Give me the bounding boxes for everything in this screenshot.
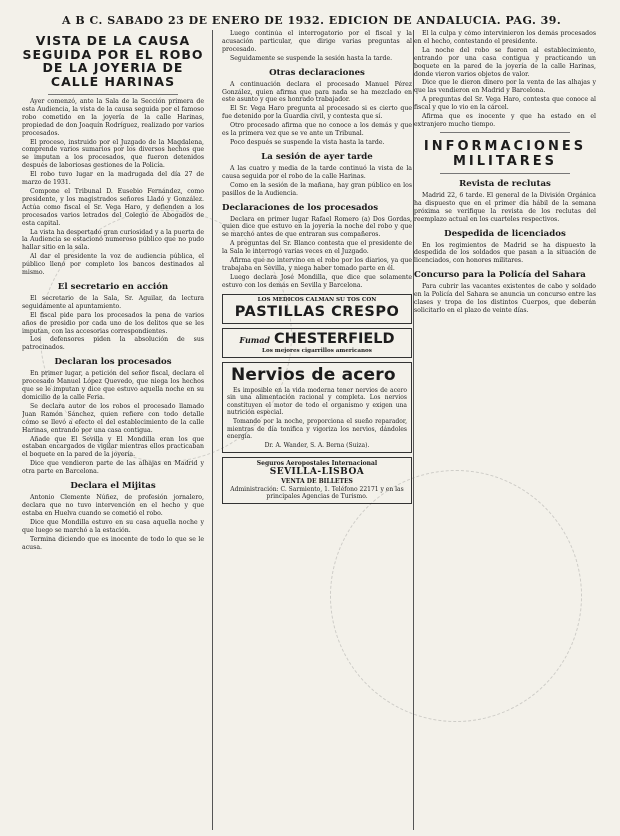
paragraph: Él la culpa y cómo intervinieron los demás procesados en el hecho, contestando el presidente. [414, 30, 596, 45]
ad-line: Administración: C. Sarmiento, 1. Teléfono 22171 y en las principales Agencias de Turismo. [230, 485, 404, 501]
paragraph: El proceso, instruido por el Juzgado de la Magdalena, comprende varios sumarios por los diversos hechos que se imputan a los procesados, que fueron detenidos después de laboriosas gestiones de la Policía. [22, 138, 204, 170]
paragraph: Tomando por la noche, proporciona el sueño reparador, mientras de día tonifica y vigoriza los nervios, dándoles energía. [227, 418, 407, 441]
paragraph: En los regimientos de Madrid se ha dispuesto la despedida de los soldados que pasan a la situación de licenciados, con honores militares. [414, 241, 596, 265]
paragraph: Poco después se suspende la vista hasta la tarde. [230, 138, 385, 146]
paragraph: Luego declara José Mondilla, que dice que solamente estuvo con los demás en Sevilla y Barcelona. [222, 273, 412, 289]
paragraph: Madrid 22, 6 tarde. El general de la División Orgánica ha dispuesto que en el primer día hábil de la semana próxima se verifique la revista de los reclutas del reemplazo actual en los cuarteles respectivos. [414, 191, 596, 223]
section-body [222, 165, 412, 198]
section-headline: INFORMACIONES MILITARES [423, 138, 587, 169]
paragraph: Afirma que es inocente y que ha estado en el extranjero mucho tiempo. [414, 113, 596, 128]
ad-line: Seguros Aeropostales Internacional [256, 459, 378, 467]
paragraph: Otro procesado afirma que no conoce a los demás y que es la primera vez que se ve ante un Tribunal. [222, 122, 412, 138]
paragraph: Dice que Mondilla estuvo en su casa aquella noche y que luego se marchó a la estación. [22, 518, 204, 534]
column-1 [22, 30, 204, 830]
paragraph: La noche del robo se fueron al establecimiento, entrando por una casa contigua y practicando un boquete en la pared de la joyería de la calle Harinas, donde vieron varios objetos de valor. [414, 46, 596, 78]
paragraph: Termina diciendo que es inocente de todo lo que se le acusa. [22, 535, 204, 551]
section-title: Declaraciones de los procesados [222, 202, 379, 213]
paragraph: El fiscal pide para los procesados la pena de varios años de presidio por cada uno de los delitos que se les imputan, con las accesorias correspondientes. [22, 311, 204, 335]
paragraph: Ayer comenzó, ante la Sala de la Sección primera de esta Audiencia, la vista de la causa seguida por el famoso robo cometido en la joyería de la calle Harinas, propiedad de don Joaquín Rodríguez, realizado por varios procesados. [22, 98, 204, 137]
section-title: Otras declaraciones [269, 67, 365, 78]
paragraph: A preguntas del Sr. Blanco contesta que el presidente de la Sala le interrogó varias veces en el Juzgado. [222, 240, 412, 256]
column-3 [414, 30, 596, 830]
ad-body [227, 387, 407, 441]
section-body [222, 81, 412, 147]
paragraph: A preguntas del Sr. Vega Haro, contesta que conoce al fiscal y que lo vio en la cárcel. [414, 96, 596, 112]
article-body [222, 30, 412, 63]
paragraph: Para cubrir las vacantes existentes de cabo y soldado en la Policía del Sahara se anuncia un concurso entre las clases y tropa de los distintos Cuerpos, que deberán solicitarlo en el plazo de veinte días. [414, 283, 596, 314]
article-body [22, 98, 204, 277]
ad-brand: PASTILLAS CRESPO [234, 303, 400, 320]
paragraph: El secretario de la Sala, Sr. Aguilar, da lectura seguidamente al apuntamiento. [22, 294, 204, 310]
section-title: La sesión de ayer tarde [261, 151, 373, 162]
paragraph: Dice que le dieron dinero por la venta de las alhajas y que las vendieron en Madrid y Barcelona. [414, 79, 596, 95]
paragraph: Antonio Clemente Núñez, de profesión jornalero, declara que no tuvo intervención en el hecho y que estaba en Huelva cuando se cometió el robo. [22, 494, 204, 517]
ad-signature: Dr. A. Wander, S. A. Berna (Suiza). [264, 441, 370, 449]
ad-title: Nervios de acero [231, 364, 396, 385]
divider [48, 94, 178, 95]
paragraph: La vista ha despertado gran curiosidad y a la puerta de la Audiencia se estacionó numeroso público que no pudo hallar sitio en la sala. [22, 228, 204, 252]
paragraph: Al dar el presidente la voz de audiencia pública, el público llenó por completo los bancos destinados al mismo. [22, 253, 204, 277]
paragraph: A continuación declara el procesado Manuel Pérez González, quien afirma que para nada se ha mezclado en este asunto y que es honrado trabajador. [222, 80, 412, 104]
paragraph: Se declara autor de los robos el procesado llamado Juan Ramón Sánchez, quien refiere con todo detalle cómo se llevó a efecto el del establecimiento de la calle Harinas, entrando por una casa contigua. [22, 402, 204, 434]
paragraph: Declara en primer lugar Rafael Romero (a) Dos Gordas, quien dice que estuvo en la joyería la noche del robo y que se marchó antes de que entraran sus compañeros. [222, 215, 412, 239]
paragraph: Luego continúa el interrogatorio por el fiscal y la acusación particular, que dirige varias preguntas al procesado. [222, 30, 412, 53]
ad-line: VENTA DE BILLETES [281, 478, 353, 486]
section-body [22, 370, 204, 476]
section-body [414, 192, 596, 224]
divider [440, 132, 570, 133]
article-body [414, 30, 596, 129]
section-body [414, 283, 596, 315]
section-title: Concurso para la Policía del Sahara [414, 270, 586, 281]
ad-nervios [222, 362, 412, 453]
ad-tagline: LOS MEDICOS CALMAN SU TOS CON [257, 296, 377, 303]
paragraph: El Sr. Vega Haro pregunta al procesado si es cierto que fue detenido por la Guardia civil, y contesta que sí. [222, 105, 412, 121]
ad-pastillas-crespo [222, 294, 412, 324]
section-title: Despedida de licenciados [444, 228, 566, 239]
section-body [22, 295, 204, 352]
ad-brand: SEVILLA-LISBOA [269, 467, 365, 478]
page-header: A B C. SABADO 23 DE ENERO DE 1932. EDICION DE ANDALUCIA. PAG. 39. [62, 14, 562, 27]
divider [440, 173, 570, 174]
paragraph: A las cuatro y media de la tarde continuó la vista de la causa seguida por el robo de la calle Harinas. [222, 164, 412, 180]
ad-sevilla-lisboa [222, 457, 412, 504]
ad-tagline: Los mejores cigarrillos americanos [262, 347, 372, 354]
paragraph: Afirma que no intervino en el robo por los diarios, ya que trabajaba en Sevilla, y niega haber tomado parte en él. [222, 257, 412, 272]
ad-prefix: Fumad [239, 335, 271, 346]
article-headline: VISTA DE LA CAUSA SEGUIDA POR EL ROBO DE LA JOYERIA DE CALLE HARINAS [22, 33, 204, 89]
paragraph: Seguidamente se suspende la sesión hasta la tarde. [230, 54, 393, 62]
section-body [414, 242, 596, 266]
section-title: El secretario en acción [57, 281, 169, 292]
paragraph: En primer lugar, a petición del señor fiscal, declara el procesado Manuel López Quevedo, que niega los hechos que se le imputan y dice que estuvo aquella noche en su domicilio de la calle Feria. [22, 370, 204, 401]
ad-chesterfield [222, 328, 412, 358]
paragraph: Los defensores piden la absolución de sus patrocinados. [22, 336, 204, 352]
paragraph: Es imposible en la vida moderna tener nervios de acero sin una alimentación racional y completa. Los nervios constituyen el motor de todo el organismo y exigen una nutrición especial. [227, 386, 407, 417]
paragraph: Como en la sesión de la mañana, hay gran público en los pasillos de la Audiencia. [222, 181, 412, 197]
paragraph: Dice que vendieron parte de las alhajas en Madrid y otra parte en Barcelona. [22, 460, 204, 476]
section-title: Declara el Mijitas [70, 481, 156, 492]
ad-brand: CHESTERFIELD [274, 330, 395, 347]
paragraph: Compone el Tribunal D. Eusebio Fernández, como presidente, y los magistrados señores Lladó y González. Actúa como fiscal el Sr. Vega Haro, y defienden a los procesados varios letrados del Colegio de Abogados de esta capital. [22, 187, 204, 227]
section-body [22, 494, 204, 551]
section-body [222, 216, 412, 290]
section-title: Declaran los procesados [54, 357, 172, 368]
section-title: Revista de reclutas [459, 178, 551, 189]
paragraph: Añade que El Sevilla y El Mondilla eran los que estaban encargados de vigilar mientras ellos practicaban el boquete en la pared de la joyería. [22, 435, 204, 459]
paragraph: El robo tuvo lugar en la madrugada del día 27 de marzo de 1931. [22, 171, 204, 187]
column-divider [212, 30, 213, 830]
column-2 [222, 30, 412, 830]
